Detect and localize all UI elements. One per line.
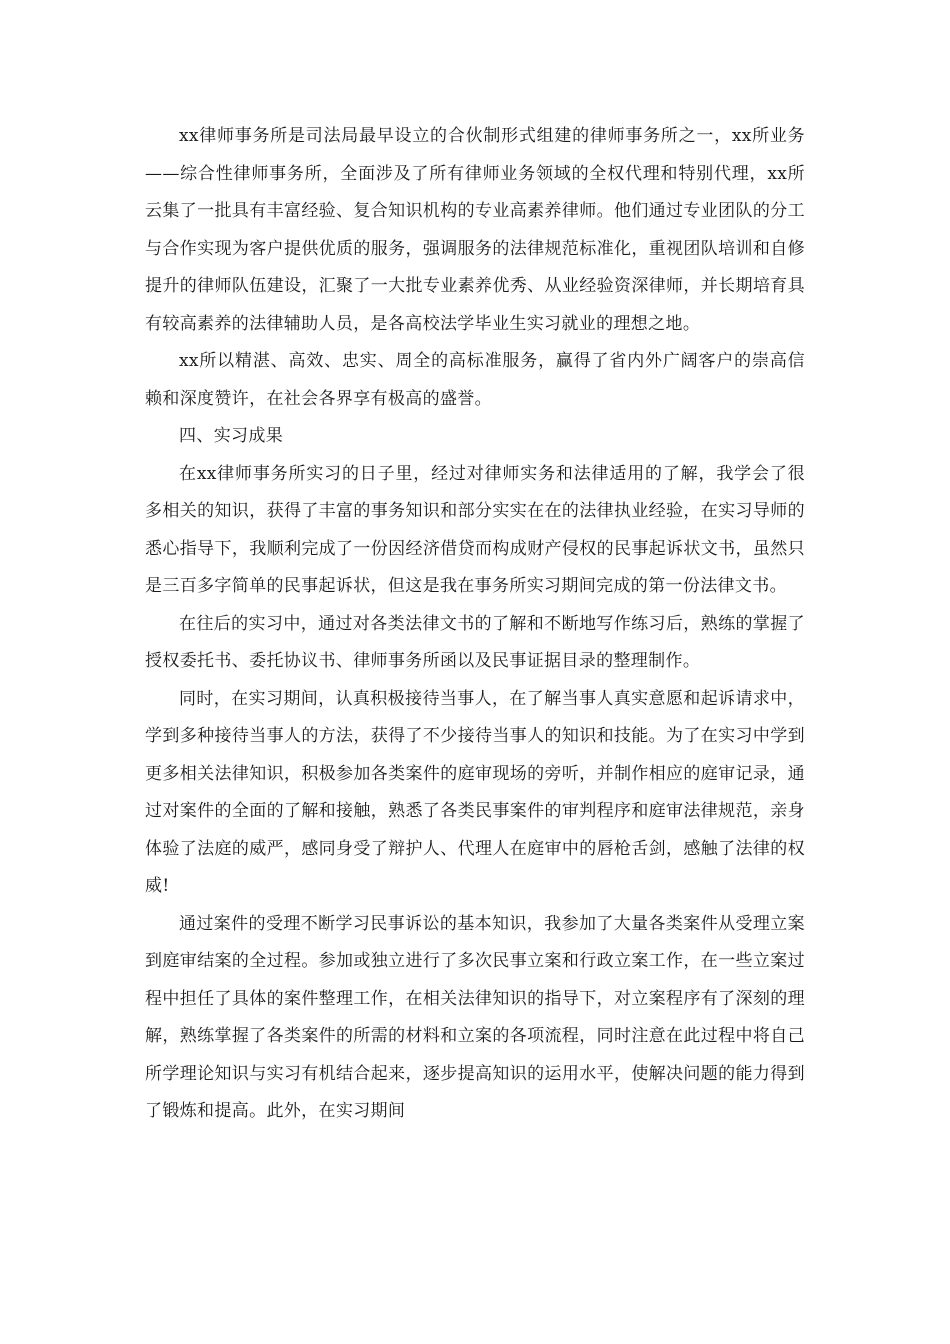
paragraph-case-filing: 通过案件的受理不断学习民事诉讼的基本知识，我参加了大量各类案件从受理立案到庭审结案的全过程。参加或独立进行了多次民事立案和行政立案工作，在一些立案过程中担任了具体的案件整理工作，在相关法律知识的指导下，对立案程序有了深刻的理解，熟练掌握了各类案件的所需的材料和立案的各项流程，同时注意在此过程中将自己所学理论知识与实习有机结合起来，逐步提高知识的运用水平，使解决问题的能力得到了锻炼和提高。此外，在实习期间: [145, 913, 805, 1121]
paragraph-writing-practice: 在往后的实习中，通过对各类法律文书的了解和不断地写作练习后，熟练的掌握了授权委托书、委托协议书、律师事务所函以及民事证据目录的整理制作。: [145, 613, 805, 671]
paragraph-first-document: 在xx律师事务所实习的日子里，经过对律师实务和法律适用的了解，我学会了很多相关的知识，获得了丰富的事务知识和部分实实在在的法律执业经验，在实习导师的悉心指导下，我顺利完成了一份因经济借贷而构成财产侵权的民事起诉状文书，虽然只是三百多字简单的民事起诉状，但这是我在事务所实习期间完成的第一份法律文书。: [145, 463, 805, 596]
paragraph-firm-intro: xx律师事务所是司法局最早设立的合伙制形式组建的律师事务所之一，xx所业务——综合性律师事务所，全面涉及了所有律师业务领域的全权代理和特别代理，xx所云集了一批具有丰富经验、复合知识机构的专业高素养律师。他们通过专业团队的分工与合作实现为客户提供优质的服务，强调服务的法律规范标准化，重视团队培训和自修提升的律师队伍建设，汇聚了一大批专业素养优秀、从业经验资深律师，并长期培育具有较高素养的法律辅助人员，是各高校法学毕业生实习就业的理想之地。: [145, 126, 805, 334]
paragraph-firm-reputation: xx所以精湛、高效、忠实、周全的高标准服务，赢得了省内外广阔客户的崇高信赖和深度赞许，在社会各界享有极高的盛誉。: [145, 351, 805, 409]
paragraph-client-reception: 同时，在实习期间，认真积极接待当事人，在了解当事人真实意愿和起诉请求中，学到多种接待当事人的方法，获得了不少接待当事人的知识和技能。为了在实习中学到更多相关法律知识，积极参加各类案件的庭审现场的旁听，并制作相应的庭审记录，通过对案件的全面的了解和接触，熟悉了各类民事案件的审判程序和庭审法律规范，亲身体验了法庭的威严，感同身受了辩护人、代理人在庭审中的唇枪舌剑，感触了法律的权威!: [145, 688, 805, 896]
section-heading: 四、实习成果: [179, 426, 284, 446]
document-page: [145, 118, 805, 1131]
